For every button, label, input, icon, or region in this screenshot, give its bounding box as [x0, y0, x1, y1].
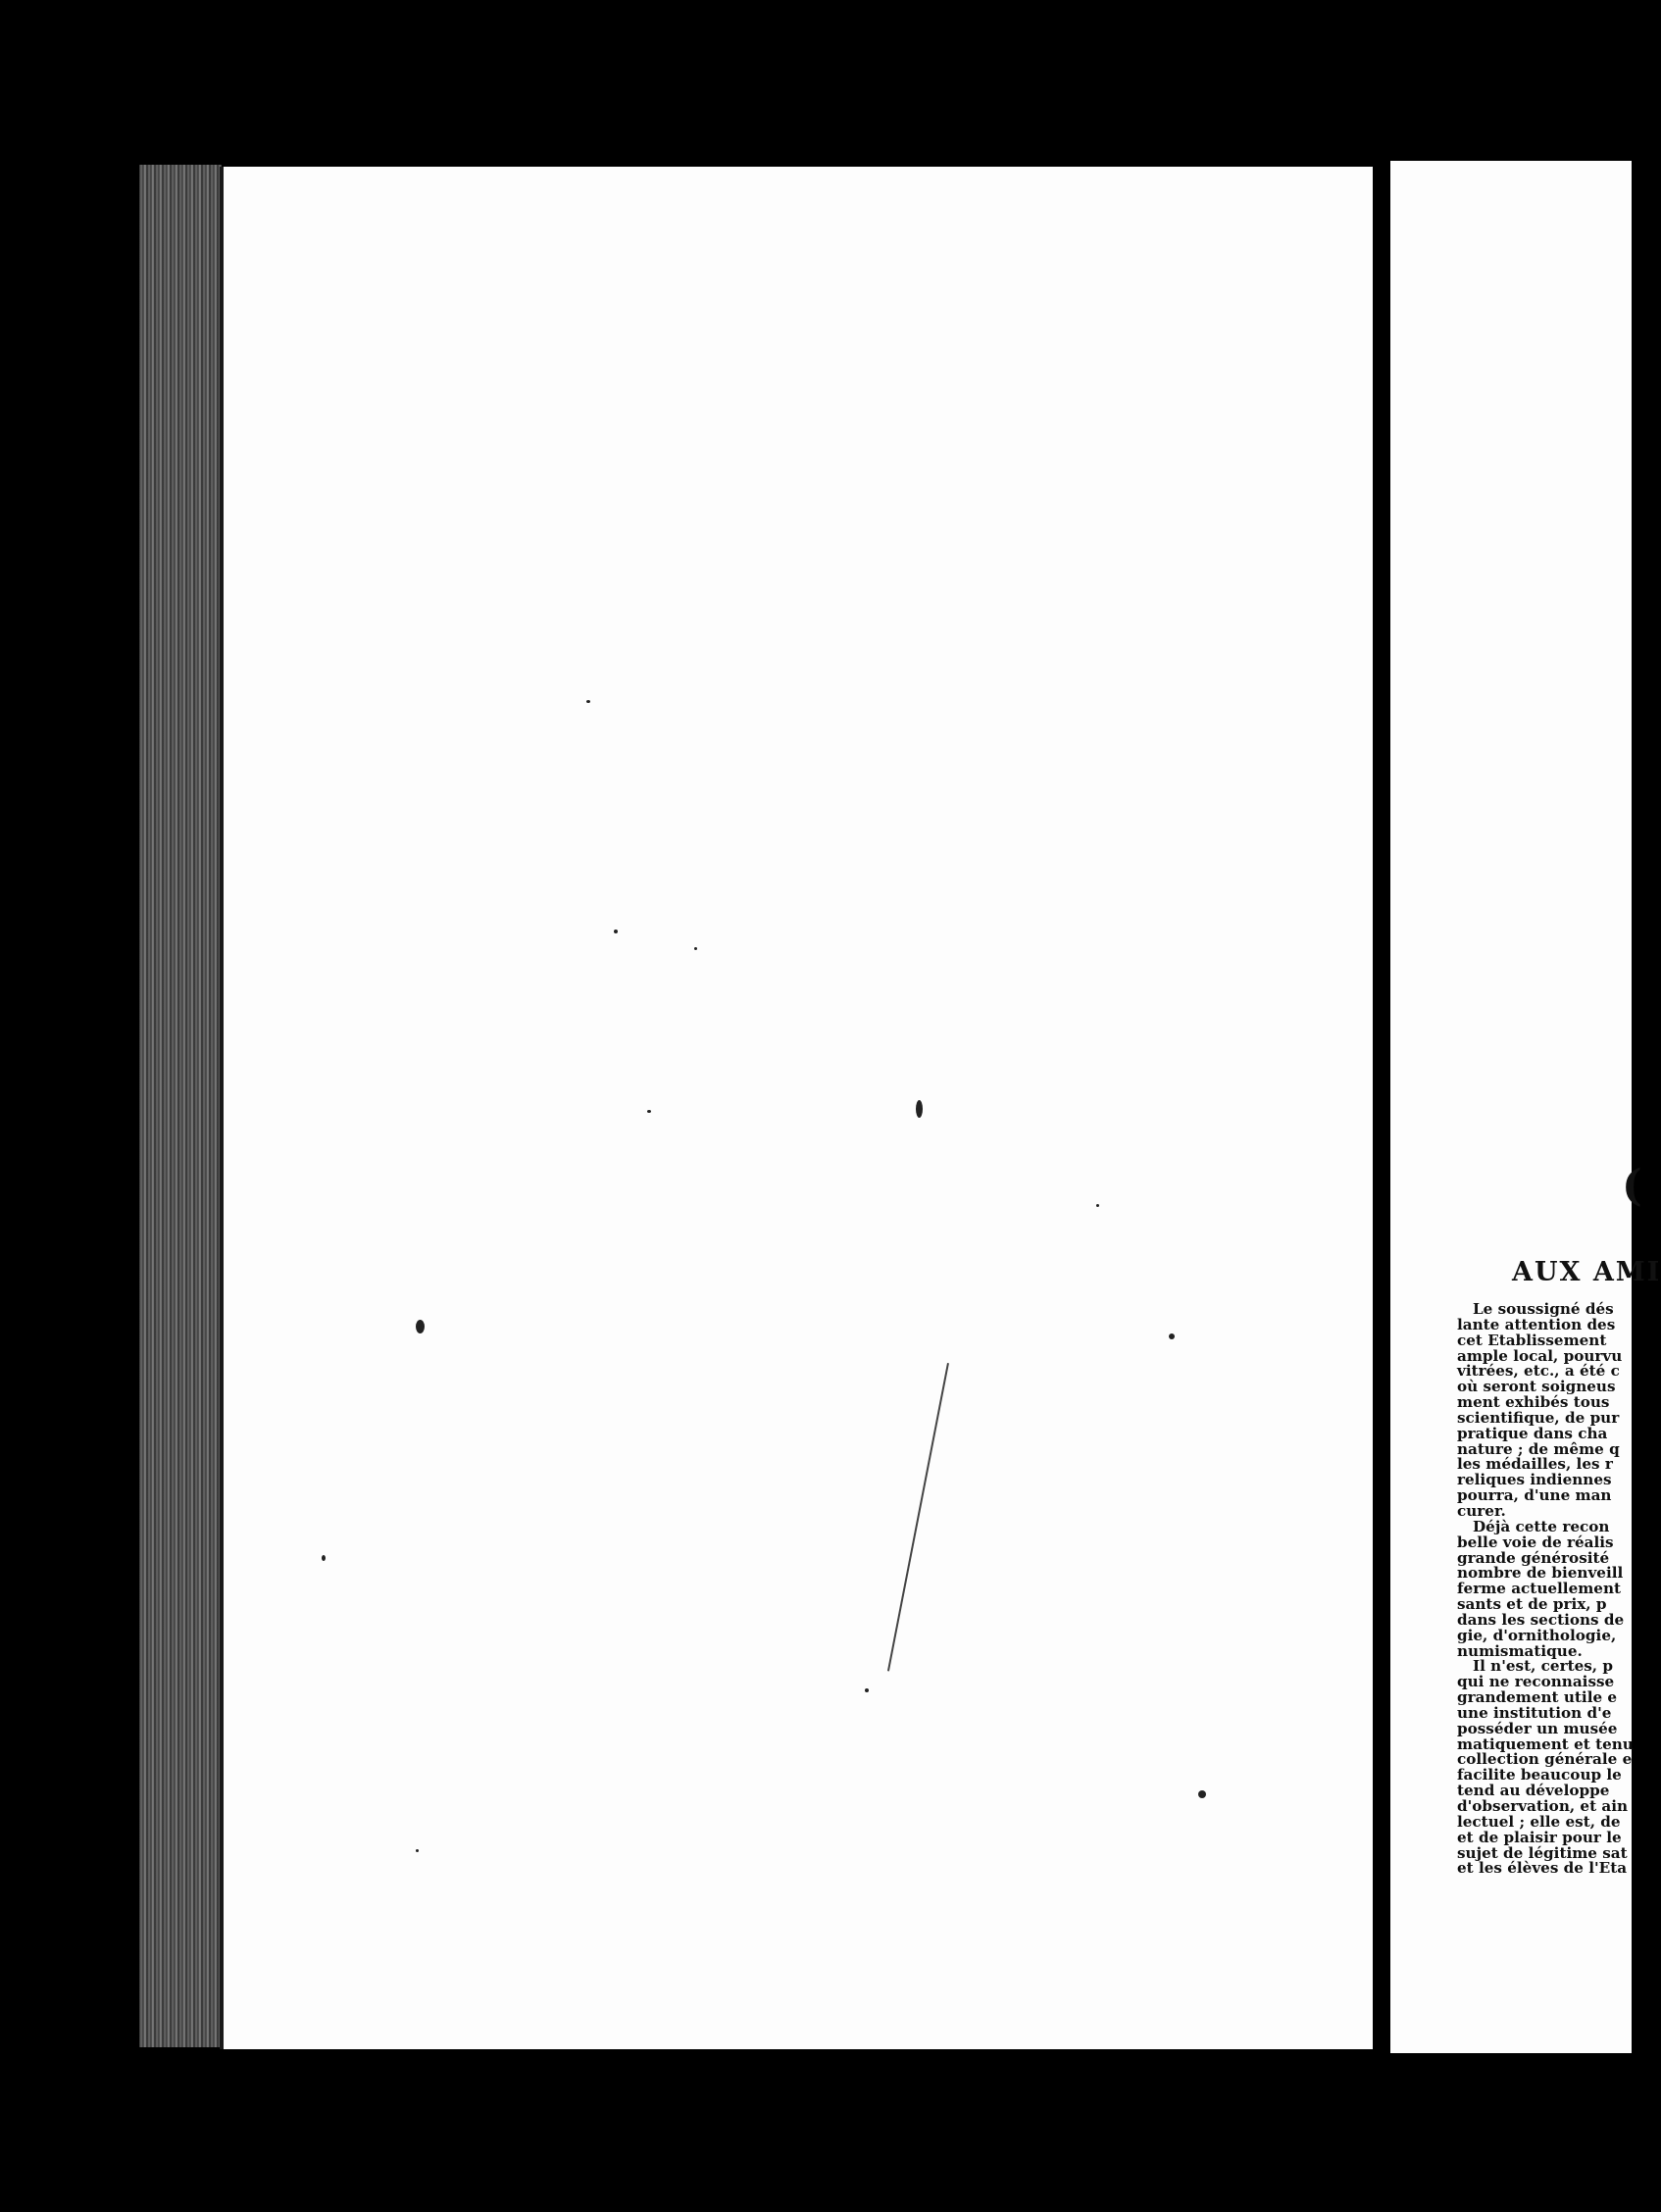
text-line: reliques indiennes	[1457, 1471, 1612, 1489]
ink-speck	[1198, 1790, 1206, 1798]
text-line: cet Etablissement	[1457, 1331, 1607, 1349]
text-line: et les élèves de l'Eta	[1457, 1859, 1628, 1878]
ink-speck	[1169, 1333, 1175, 1339]
text-line: sants et de prix, p	[1457, 1595, 1607, 1614]
hair-line-mark	[887, 1363, 949, 1672]
text-line: tend au développe	[1457, 1782, 1610, 1800]
ink-speck	[322, 1555, 326, 1561]
text-line: gie, d'ornithologie,	[1457, 1626, 1617, 1644]
text-line: facilite beaucoup le	[1457, 1766, 1622, 1785]
text-line: nombre de bienveill	[1457, 1564, 1624, 1583]
text-line: matiquement et tenu	[1457, 1734, 1634, 1753]
text-line: lectuel ; elle est, de	[1457, 1812, 1621, 1831]
text-line: grande générosité	[1457, 1548, 1610, 1567]
ink-speck	[865, 1688, 869, 1692]
text-line: ferme actuellement	[1457, 1580, 1622, 1598]
body-text-column	[1457, 1302, 1653, 1877]
text-line: belle voie de réalis	[1457, 1533, 1614, 1551]
text-line: grandement utile e	[1457, 1688, 1618, 1707]
book-gutter	[1373, 157, 1388, 2059]
ink-speck	[916, 1100, 923, 1118]
text-line: nature ; de même q	[1457, 1439, 1620, 1458]
text-line: pourra, d'une man	[1457, 1486, 1612, 1505]
text-line: une institution d'e	[1457, 1703, 1612, 1722]
text-line: lante attention des	[1457, 1315, 1616, 1333]
text-line: ample local, pourvu	[1457, 1346, 1623, 1365]
ink-speck	[694, 947, 697, 950]
text-line: posséder un musée	[1457, 1719, 1618, 1737]
text-line: pratique dans cha	[1457, 1424, 1608, 1442]
text-line: collection générale e	[1457, 1750, 1633, 1769]
ink-speck	[416, 1849, 419, 1852]
text-line: dans les sections de	[1457, 1610, 1625, 1629]
blank-left-page	[220, 167, 1377, 2049]
text-line: d'observation, et ain	[1457, 1797, 1629, 1815]
ink-speck	[416, 1320, 425, 1333]
ink-speck	[586, 700, 590, 703]
title-initial: (	[1622, 1161, 1642, 1211]
text-line: curer.	[1457, 1501, 1506, 1520]
text-line: qui ne reconnaisse	[1457, 1673, 1615, 1691]
section-heading: AUX AMI	[1512, 1257, 1661, 1287]
text-line: sujet de légitime sat	[1457, 1843, 1628, 1862]
text-line: numismatique.	[1457, 1641, 1583, 1660]
text-line: Déjà cette recon	[1473, 1517, 1610, 1535]
ink-speck	[1096, 1204, 1099, 1207]
page-edge-strip	[139, 165, 222, 2047]
text-line: Il n'est, certes, p	[1473, 1657, 1613, 1676]
text-line: Le soussigné dés	[1473, 1300, 1614, 1318]
ink-speck	[614, 930, 618, 933]
ink-speck	[647, 1110, 651, 1113]
text-line: et de plaisir pour le	[1457, 1828, 1622, 1846]
text-line: où seront soigneus	[1457, 1378, 1616, 1396]
text-line: les médailles, les r	[1457, 1455, 1613, 1474]
text-line: scientifique, de pur	[1457, 1408, 1620, 1427]
text-line: ment exhibés tous	[1457, 1393, 1610, 1412]
right-page-partial	[1390, 161, 1661, 2053]
text-line: vitrées, etc., a été c	[1457, 1362, 1620, 1381]
